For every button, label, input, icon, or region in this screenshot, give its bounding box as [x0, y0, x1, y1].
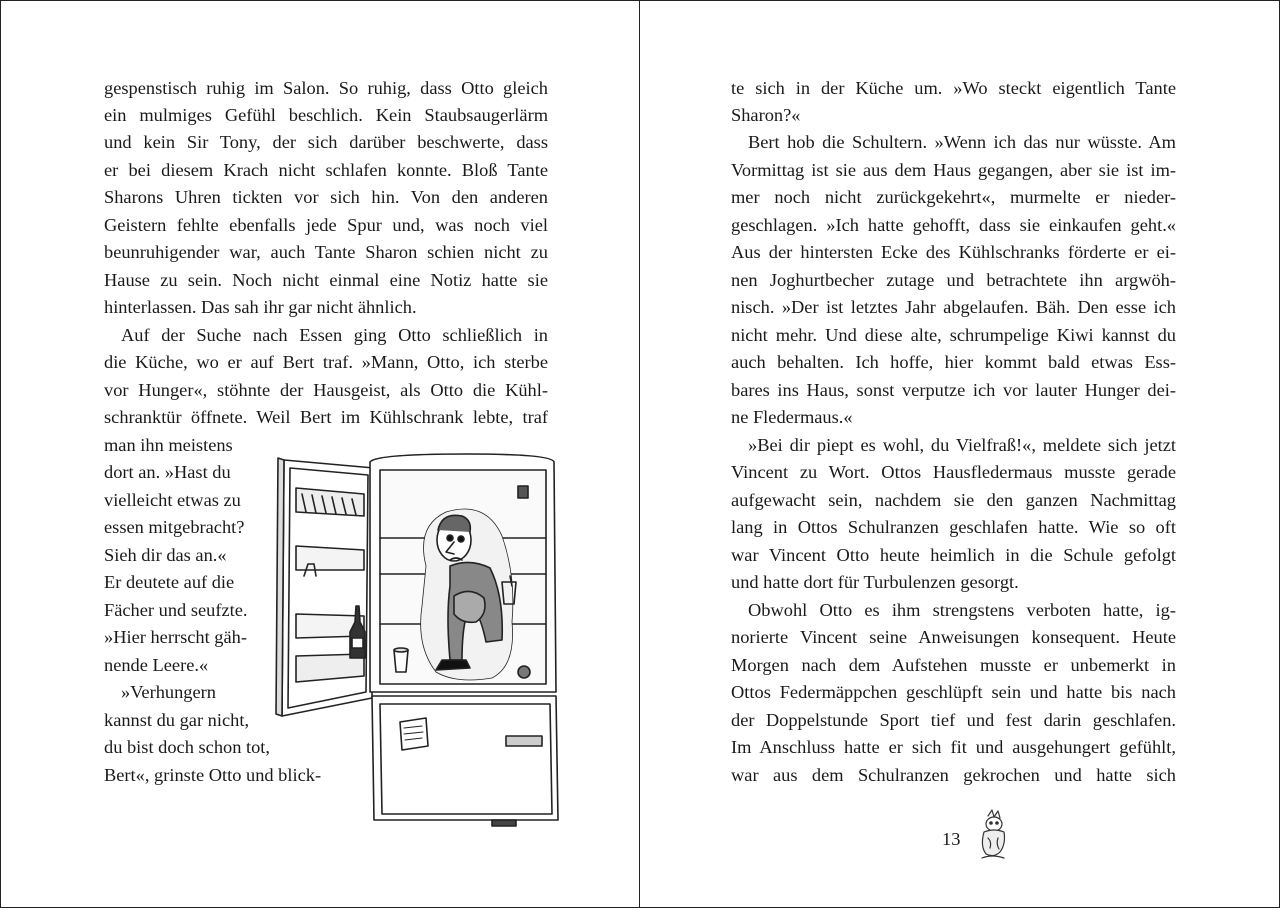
- right-line-20: Obwohl Otto es ihm strengstens verboten hatte, ig-: [748, 600, 1176, 620]
- left-line-4: er bei diesem Krach nicht schlafen konnte. Bloß Tante: [104, 160, 548, 180]
- right-line-8: nen Joghurtbecher zutage und betrachtete ihn argwöh-: [731, 270, 1176, 290]
- left-narrow-line-5: Sieh dir das an.«: [104, 545, 227, 565]
- right-line-21: norierte Vincent seine Anweisungen konsequent. Heute: [731, 627, 1176, 647]
- left-line-12: vor Hunger«, stöhnte der Hausgeist, als Otto die Kühl-: [104, 380, 548, 400]
- yogurt-cup-icon: [394, 648, 408, 672]
- left-line-1: gespenstisch ruhig im Salon. So ruhig, dass Otto gleich: [104, 78, 548, 98]
- page-number: 13: [942, 829, 961, 849]
- left-narrow-line-12: du bist doch schon tot,: [104, 737, 271, 757]
- left-line-10: Auf der Suche nach Essen ging Otto schließlich in: [121, 325, 548, 345]
- left-line-11: die Küche, wo er auf Bert traf. »Mann, Otto, ich sterbe: [104, 352, 548, 372]
- right-line-6: geschlagen. »Ich hatte gehofft, dass sie einkaufen geht.«: [731, 215, 1176, 235]
- left-narrow-line-4: essen mitgebracht?: [104, 517, 245, 537]
- right-line-18: war Vincent Otto heute heimlich in die Schule gefolgt: [731, 545, 1176, 565]
- right-line-24: der Doppelstunde Sport tief und fest darin geschlafen.: [731, 710, 1176, 730]
- left-line-8: Hause zu sein. Noch nicht einmal eine Notiz hatte sie: [104, 270, 548, 290]
- right-line-4: Vormittag ist sie aus dem Haus gegangen, aber sie ist im-: [731, 160, 1176, 180]
- right-line-2: Sharon?«: [731, 105, 801, 125]
- left-narrow-line-9: nende Leere.«: [104, 655, 209, 675]
- left-line-13: schranktür öffnete. Weil Bert im Kühlschrank lebte, traf: [104, 407, 548, 427]
- right-line-16: aufgewacht sein, nachdem sie den ganzen Nachmittag: [731, 490, 1176, 510]
- right-line-17: lang in Ottos Schulranzen geschlafen hatte. Wie so oft: [731, 517, 1176, 537]
- book-spine-divider: [639, 0, 640, 908]
- right-line-10: nicht mehr. Und diese alte, schrumpelige Kiwi kannst du: [731, 325, 1176, 345]
- left-narrow-line-3: vielleicht etwas zu: [104, 490, 241, 510]
- left-narrow-line-8: »Hier herrscht gäh-: [104, 627, 247, 647]
- kiwi-icon: [518, 666, 530, 678]
- right-line-13: ne Fledermaus.«: [731, 407, 853, 427]
- ghost-bert: [421, 509, 513, 680]
- magnet-icon: [518, 486, 528, 498]
- left-narrow-line-6: Er deutete auf die: [104, 572, 235, 592]
- right-line-22: Morgen nach dem Aufstehen musste er unbemerkt in: [731, 655, 1176, 675]
- fridge-foot: [492, 820, 516, 826]
- fridge-door: [276, 458, 374, 716]
- right-line-19: und hatte dort für Turbulenzen gesorgt.: [731, 572, 1019, 592]
- left-line-7: beunruhigender war, auch Tante Sharon schien nicht zu: [104, 242, 548, 262]
- left-narrow-line-2: dort an. »Hast du: [104, 462, 231, 482]
- right-line-26: war aus dem Schulranzen gekrochen und hatte sich: [731, 765, 1176, 785]
- ghost-vignette-icon: [972, 808, 1016, 862]
- right-line-3: Bert hob die Schultern. »Wenn ich das nur wüsste. Am: [748, 132, 1176, 152]
- right-line-25: Im Anschluss hatte er sich fit und ausgehungert gefühlt,: [731, 737, 1176, 757]
- sticky-note: [400, 718, 428, 750]
- left-line-2: ein mulmiges Gefühl beschlich. Kein Staubsaugerlärm: [104, 105, 548, 125]
- left-narrow-line-1: man ihn meistens: [104, 435, 233, 455]
- left-narrow-line-13: Bert«, grinste Otto und blick-: [104, 765, 322, 785]
- left-line-9: hinterlassen. Das sah ihr gar nicht ähnlich.: [104, 297, 417, 317]
- left-narrow-line-11: kannst du gar nicht,: [104, 710, 250, 730]
- right-line-15: Vincent zu Wort. Ottos Hausfledermaus musste gerade: [731, 462, 1176, 482]
- left-narrow-line-10: »Verhungern: [121, 682, 216, 702]
- left-line-6: Geistern fehlte ebenfalls jede Spur und, was noch viel: [104, 215, 548, 235]
- right-line-7: Aus der hintersten Ecke des Kühlschranks förderte er ei-: [731, 242, 1176, 262]
- refrigerator-illustration: [266, 446, 568, 832]
- right-line-14: »Bei dir piept es wohl, du Vielfraß!«, meldete sich jetzt: [748, 435, 1176, 455]
- left-narrow-line-7: Fächer und seufzte.: [104, 600, 248, 620]
- right-line-11: auch behalten. Ich hoffe, hier kommt bald etwas Ess-: [731, 352, 1176, 372]
- right-line-12: bares ins Haus, sonst verputze ich vor lauter Hunger dei-: [731, 380, 1176, 400]
- left-line-5: Sharons Uhren tickten vor sich hin. Von den anderen: [104, 187, 548, 207]
- left-line-3: und kein Sir Tony, der sich darüber beschwerte, dass: [104, 132, 548, 152]
- right-line-1: te sich in der Küche um. »Wo steckt eigentlich Tante: [731, 78, 1176, 98]
- right-line-5: mer noch nicht zurückgekehrt«, murmelte er nieder-: [731, 187, 1176, 207]
- right-line-9: nisch. »Der ist letztes Jahr abgelaufen. Bäh. Den esse ich: [731, 297, 1176, 317]
- right-line-23: Ottos Federmäppchen geschlüpft sein und hatte bis nach: [731, 682, 1176, 702]
